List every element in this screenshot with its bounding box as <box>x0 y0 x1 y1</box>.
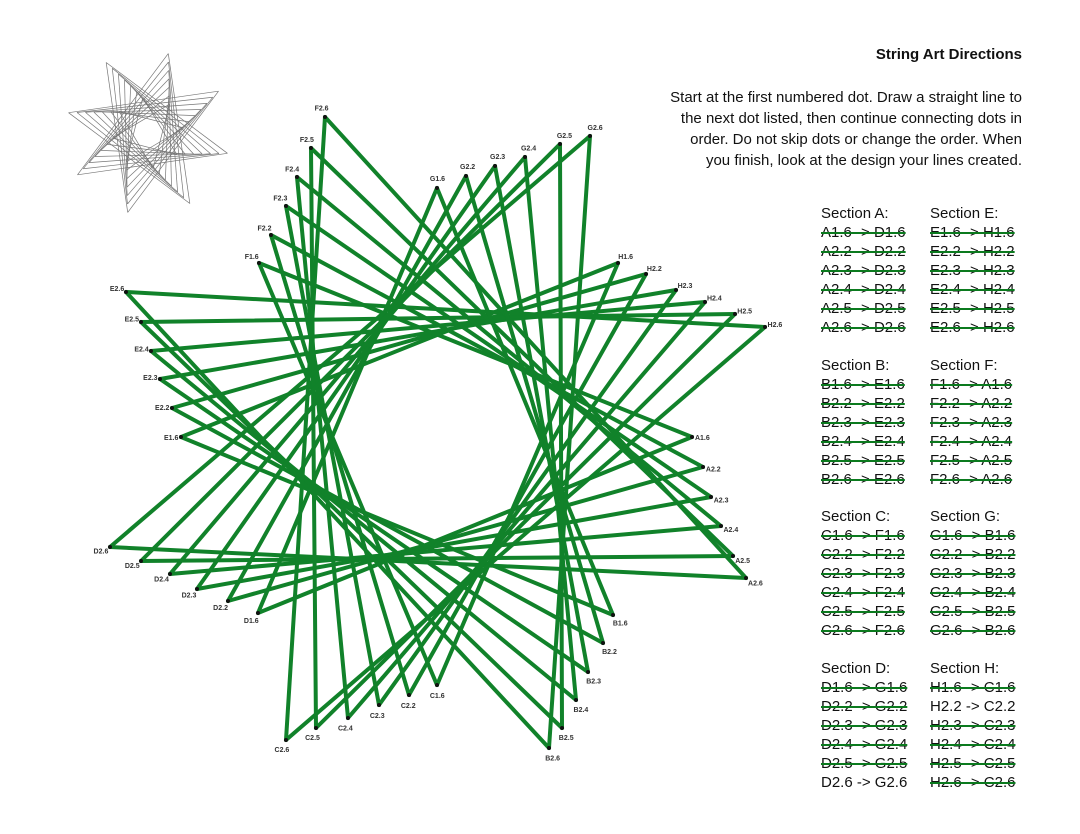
section-c <box>821 507 905 640</box>
dot-marker <box>690 435 694 439</box>
dot-label: D1.6 <box>243 618 259 626</box>
dot-label: F2.2 <box>257 225 272 233</box>
step-item: C2.6 -> F2.6 <box>821 622 905 639</box>
section-heading: Section G: <box>930 508 1001 525</box>
step-item: B2.4 -> E2.4 <box>821 433 905 450</box>
dot-marker <box>168 572 172 576</box>
dot-marker <box>284 738 288 742</box>
dot-marker <box>314 726 318 730</box>
step-item: C2.3 -> F2.3 <box>821 565 905 582</box>
string-line <box>311 148 316 728</box>
step-item: H2.6 -> C2.6 <box>930 774 1016 791</box>
dot-label: A1.6 <box>694 435 710 443</box>
dot-marker <box>170 406 174 410</box>
dot-label: B2.3 <box>586 678 602 686</box>
dot-marker <box>719 524 723 528</box>
dot-label: G2.6 <box>587 125 603 133</box>
string-line <box>286 206 379 705</box>
step-item: B2.5 -> E2.5 <box>821 452 905 469</box>
string-line <box>525 157 576 700</box>
dot-marker <box>108 545 112 549</box>
step-item: B2.6 -> E2.6 <box>821 471 905 488</box>
step-item: B2.2 -> E2.2 <box>821 395 905 412</box>
dot-marker <box>523 155 527 159</box>
dot-marker <box>257 261 261 265</box>
dot-marker <box>284 204 288 208</box>
dot-label: F2.4 <box>285 166 300 174</box>
dot-label: H2.4 <box>706 295 722 303</box>
step-item: E2.5 -> H2.5 <box>930 300 1015 317</box>
step-item: C2.4 -> F2.4 <box>821 584 905 601</box>
dot-marker <box>493 164 497 168</box>
dot-label: G1.6 <box>429 176 446 184</box>
section-heading: Section H: <box>930 660 1000 677</box>
section-b <box>821 356 905 489</box>
step-item: D2.4 -> G2.4 <box>821 736 908 753</box>
dot-label: C2.4 <box>337 725 353 733</box>
dot-label: B2.2 <box>602 648 617 656</box>
dot-marker <box>407 693 411 697</box>
section-heading: Section B: <box>821 357 890 374</box>
dot-marker <box>323 115 327 119</box>
dot-marker <box>435 186 439 190</box>
step-item: D2.2 -> G2.2 <box>821 698 908 715</box>
dot-label: G2.2 <box>460 164 476 172</box>
dot-marker <box>179 435 183 439</box>
dot-label: G2.4 <box>520 145 537 153</box>
dot-label: F2.3 <box>273 195 288 203</box>
step-item: A2.6 -> D2.6 <box>821 319 906 336</box>
dot-markers <box>94 106 783 763</box>
dot-marker <box>611 613 615 617</box>
string-line <box>170 526 721 574</box>
dot-marker <box>616 261 620 265</box>
dot-marker <box>226 599 230 603</box>
step-item: H2.4 -> C2.4 <box>930 736 1016 753</box>
step-item: F2.2 -> A2.2 <box>930 395 1013 412</box>
dot-label: A2.4 <box>723 527 739 535</box>
section-h <box>930 659 1015 792</box>
step-item: G2.2 -> B2.2 <box>930 546 1016 563</box>
dot-label: G2.5 <box>556 132 573 140</box>
dot-marker <box>269 233 273 237</box>
section-heading: Section C: <box>821 508 891 525</box>
dot-label: C1.6 <box>429 692 445 700</box>
dot-label: E2.2 <box>155 405 170 413</box>
string-line <box>495 166 588 672</box>
dot-marker <box>377 703 381 707</box>
dot-label: G2.3 <box>490 154 506 162</box>
dot-label: H2.2 <box>646 265 662 273</box>
dot-label: A2.3 <box>713 497 729 505</box>
step-item: A2.3 -> D2.3 <box>821 262 906 279</box>
section-heading: Section F: <box>930 357 998 374</box>
dot-label: E1.6 <box>164 435 179 443</box>
dot-label: H2.6 <box>767 321 783 329</box>
dot-marker <box>309 146 313 150</box>
step-item: D2.3 -> G2.3 <box>821 717 908 734</box>
string-line <box>172 408 603 643</box>
dot-marker <box>558 142 562 146</box>
step-item: A2.4 -> D2.4 <box>821 281 906 298</box>
step-item: F2.4 -> A2.4 <box>930 433 1013 450</box>
step-item: H2.2 -> C2.2 <box>930 698 1016 715</box>
dot-label: D2.6 <box>93 548 109 556</box>
dot-label: H2.5 <box>737 308 753 316</box>
dot-label: C2.3 <box>369 712 385 720</box>
dot-marker <box>560 726 564 730</box>
dot-label: D2.5 <box>124 562 140 570</box>
dot-label: C2.6 <box>274 746 290 754</box>
step-item: E1.6 -> H1.6 <box>930 224 1015 241</box>
page-title: String Art Directions <box>875 46 1022 63</box>
dot-label: H1.6 <box>618 254 634 262</box>
dot-label: C2.5 <box>305 735 320 743</box>
step-item: C2.5 -> F2.5 <box>821 603 905 620</box>
section-heading: Section E: <box>930 205 999 222</box>
string-lines <box>110 117 765 748</box>
step-item: B1.6 -> E1.6 <box>821 376 905 393</box>
step-item: D2.5 -> G2.5 <box>821 755 908 772</box>
step-item: D1.6 -> G1.6 <box>821 679 908 696</box>
string-line <box>560 144 562 728</box>
step-item: G2.4 -> B2.4 <box>930 584 1016 601</box>
dot-label: H2.3 <box>677 282 693 290</box>
dot-marker <box>346 716 350 720</box>
dot-label: B1.6 <box>612 620 628 628</box>
dot-label: B2.4 <box>573 706 589 714</box>
section-e <box>930 204 1015 337</box>
step-item: H2.3 -> C2.3 <box>930 717 1016 734</box>
dot-marker <box>139 320 143 324</box>
string-line <box>160 379 588 672</box>
dot-label: E2.6 <box>109 285 125 293</box>
dot-label: E2.3 <box>143 375 158 383</box>
section-f <box>930 356 1012 489</box>
dot-label: A2.5 <box>735 557 751 565</box>
step-item: F1.6 -> A1.6 <box>930 376 1013 393</box>
section-a <box>821 204 906 337</box>
dot-label: D2.2 <box>213 605 228 613</box>
dot-marker <box>149 349 153 353</box>
step-item: G2.3 -> B2.3 <box>930 565 1016 582</box>
dot-marker <box>588 134 592 138</box>
step-item: C2.2 -> F2.2 <box>821 546 905 563</box>
dot-label: D2.3 <box>181 592 197 600</box>
step-item: C1.6 -> F1.6 <box>821 527 905 544</box>
dot-marker <box>601 641 605 645</box>
dot-marker <box>435 683 439 687</box>
step-item: E2.4 -> H2.4 <box>930 281 1015 298</box>
dot-marker <box>701 465 705 469</box>
section-g <box>930 507 1015 640</box>
dot-label: F1.6 <box>244 254 259 262</box>
dot-marker <box>295 175 299 179</box>
dot-label: E2.4 <box>134 346 149 354</box>
dot-marker <box>464 174 468 178</box>
step-item: B2.3 -> E2.3 <box>821 414 905 431</box>
dot-label: A2.6 <box>748 580 763 588</box>
section-d <box>821 659 907 792</box>
dot-label: B2.6 <box>545 755 561 763</box>
step-item: E2.2 -> H2.2 <box>930 243 1015 260</box>
step-item: H1.6 -> C1.6 <box>930 679 1016 696</box>
step-item: G2.5 -> B2.5 <box>930 603 1016 620</box>
step-item: F2.5 -> A2.5 <box>930 452 1013 469</box>
step-item: D2.6 -> G2.6 <box>821 774 908 791</box>
step-item: G2.6 -> B2.6 <box>930 622 1016 639</box>
dot-label: B2.5 <box>558 735 574 743</box>
instructions-text: Start at the first numbered dot. Draw a straight line to the next dot listed, then continue connecting dots in order. Do not skip dots or change the order. When you finish, look at the design your lines created. <box>670 89 1022 169</box>
step-item: E2.3 -> H2.3 <box>930 262 1015 279</box>
dot-marker <box>195 587 199 591</box>
step-item: G1.6 -> B1.6 <box>930 527 1016 544</box>
dot-label: C2.2 <box>400 702 416 710</box>
step-item: A2.2 -> D2.2 <box>821 243 906 260</box>
dot-marker <box>574 698 578 702</box>
step-item: F2.6 -> A2.6 <box>930 471 1013 488</box>
dot-marker <box>547 746 551 750</box>
dot-label: F2.5 <box>299 136 314 144</box>
dot-marker <box>124 290 128 294</box>
string-line <box>141 556 733 561</box>
dot-label: F2.6 <box>314 105 329 113</box>
dot-marker <box>256 611 260 615</box>
step-item: F2.3 -> A2.3 <box>930 414 1013 431</box>
dot-label: E2.5 <box>124 316 140 324</box>
step-item: A2.5 -> D2.5 <box>821 300 906 317</box>
step-item: A1.6 -> D1.6 <box>821 224 906 241</box>
dot-marker <box>586 670 590 674</box>
dot-label: D2.4 <box>154 576 169 584</box>
section-heading: Section A: <box>821 205 889 222</box>
example-thumbnail <box>69 54 228 213</box>
step-item: E2.6 -> H2.6 <box>930 319 1015 336</box>
dot-label: A2.2 <box>705 466 721 474</box>
dot-marker <box>158 377 162 381</box>
step-item: H2.5 -> C2.5 <box>930 755 1016 772</box>
dot-marker <box>763 325 767 329</box>
dot-marker <box>709 495 713 499</box>
section-heading: Section D: <box>821 660 891 677</box>
